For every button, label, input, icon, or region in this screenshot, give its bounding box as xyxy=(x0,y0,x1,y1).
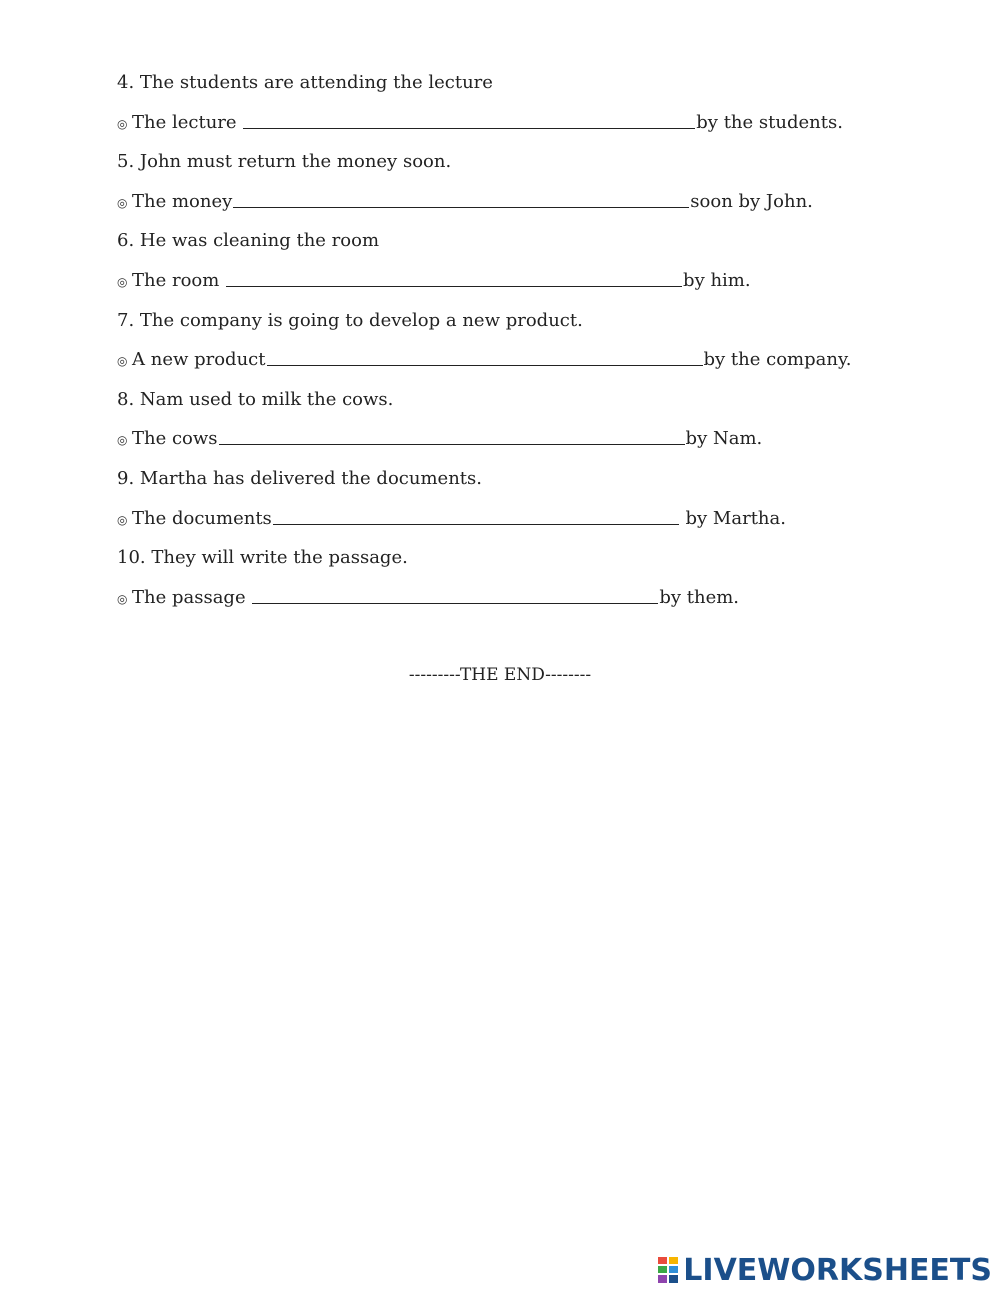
the-end-text: ---------THE END-------- xyxy=(408,665,592,685)
answer-line xyxy=(117,347,977,387)
answer-line xyxy=(117,189,977,229)
answer-suffix: by Nam. xyxy=(685,428,763,450)
answer-line xyxy=(117,268,977,308)
question-text: 9. Martha has delivered the documents. xyxy=(117,467,482,489)
answer-prefix: The documents xyxy=(132,507,272,529)
answer-suffix: by the company. xyxy=(703,349,852,371)
answer-prefix: The cows xyxy=(132,428,218,450)
answer-suffix: by the students. xyxy=(696,111,843,133)
answer-prefix: The lecture xyxy=(132,111,243,133)
answer-line xyxy=(117,506,977,546)
logo-square xyxy=(668,1265,679,1274)
answer-blank-input[interactable] xyxy=(226,268,682,287)
answer-prefix: A new product xyxy=(132,349,266,371)
question-text: 10. They will write the passage. xyxy=(117,547,408,569)
logo-mark-icon xyxy=(657,1256,679,1284)
logo-square xyxy=(668,1274,679,1284)
answer-suffix: soon by John. xyxy=(690,190,813,212)
bullet-icon: ◎ xyxy=(117,354,128,369)
answer-blank-input[interactable] xyxy=(233,189,689,208)
answer-blank-input[interactable] xyxy=(243,110,695,129)
bullet-icon: ◎ xyxy=(117,591,128,606)
logo-square xyxy=(657,1265,668,1274)
bullet-icon: ◎ xyxy=(117,433,128,448)
question-text: 5. John must return the money soon. xyxy=(117,151,452,173)
liveworksheets-logo xyxy=(657,1253,992,1287)
answer-line xyxy=(117,585,977,625)
logo-square xyxy=(657,1256,668,1265)
worksheet xyxy=(117,70,977,624)
answer-blank-input[interactable] xyxy=(219,426,685,445)
logo-text: LIVEWORKSHEETS xyxy=(683,1252,992,1288)
answer-prefix: The passage xyxy=(132,586,252,608)
answer-prefix: The room xyxy=(132,269,226,291)
logo-square xyxy=(668,1256,679,1265)
question-text: 6. He was cleaning the room xyxy=(117,230,380,252)
logo-square xyxy=(657,1274,668,1284)
answer-suffix: by them. xyxy=(659,586,740,608)
answer-suffix: by Martha. xyxy=(679,507,786,529)
answer-suffix: by him. xyxy=(683,269,751,291)
answer-blank-input[interactable] xyxy=(267,347,703,366)
bullet-icon: ◎ xyxy=(117,195,128,210)
question-text: 8. Nam used to milk the cows. xyxy=(117,388,394,410)
answer-prefix: The money xyxy=(132,190,233,212)
answer-line xyxy=(117,426,977,466)
question-text: 4. The students are attending the lecture xyxy=(117,72,493,93)
answer-blank-input[interactable] xyxy=(273,506,679,525)
question-text: 7. The company is going to develop a new product. xyxy=(117,309,583,331)
bullet-icon: ◎ xyxy=(117,116,128,131)
bullet-icon: ◎ xyxy=(117,512,128,527)
bullet-icon: ◎ xyxy=(117,274,128,289)
answer-line xyxy=(117,110,977,150)
answer-blank-input[interactable] xyxy=(252,585,658,604)
